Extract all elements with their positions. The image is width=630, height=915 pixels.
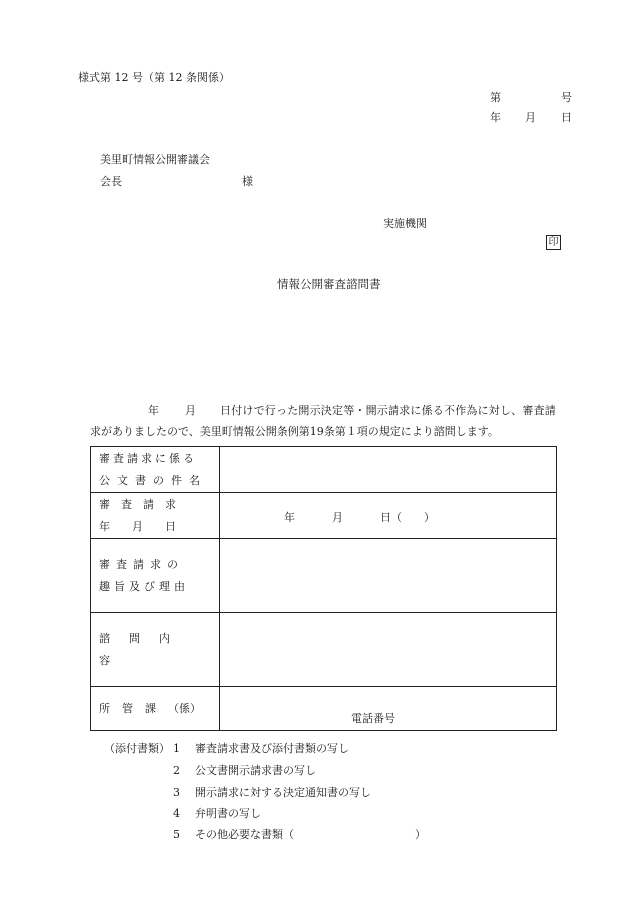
body-month: 月 — [185, 404, 196, 417]
body-line2: 求がありましたので、美里町情報公開条例第19条第１項の規定により諮問します。 — [90, 425, 499, 438]
label-line: 諮問内容 — [99, 631, 189, 667]
attachment-num: 4 — [173, 807, 180, 820]
value-department[interactable] — [220, 687, 557, 731]
department-name: 所管課 — [99, 701, 168, 715]
label-line: 趣旨及び理由 — [99, 579, 189, 593]
label-line: 審査請求の — [99, 557, 184, 571]
row-department — [91, 687, 557, 731]
request-date-day: 日（ ） — [380, 511, 435, 524]
department-suffix: （係） — [168, 701, 201, 715]
document-title: 情報公開審査諮問書 — [277, 277, 381, 291]
attachment-text: 弁明書の写し — [195, 807, 261, 820]
recipient-honorific: 様 — [242, 175, 253, 188]
attachment-num: 1 — [173, 742, 180, 755]
date-month: 月 — [525, 111, 536, 124]
value-purpose-reason[interactable] — [220, 539, 557, 613]
body-year: 年 — [148, 404, 159, 417]
doc-number-prefix: 第 — [490, 91, 501, 104]
seal-mark — [546, 235, 561, 250]
date-year: 年 — [490, 111, 501, 124]
value-document-subject[interactable] — [220, 447, 557, 493]
date-day: 日 — [561, 111, 572, 124]
attachment-num: 2 — [173, 764, 180, 777]
label-line: 審 査 請 求 — [99, 497, 176, 511]
request-date-year: 年 — [284, 511, 295, 524]
label-request-date — [91, 493, 220, 539]
attachment-text: その他必要な書類（ ） — [195, 828, 426, 841]
inquiry-table — [90, 446, 557, 731]
row-document-subject — [91, 447, 557, 493]
label-purpose-reason — [91, 539, 220, 613]
label-document-subject — [91, 447, 220, 493]
attachment-num: 3 — [173, 786, 180, 799]
request-date-month: 月 — [332, 511, 343, 524]
value-inquiry-content[interactable] — [220, 613, 557, 687]
attachment-text: 公文書開示請求書の写し — [195, 764, 316, 777]
phone-number-label: 電話番号 — [351, 712, 395, 725]
recipient-title: 会長 — [100, 175, 122, 188]
row-purpose-reason — [91, 539, 557, 613]
row-inquiry-content — [91, 613, 557, 687]
body-line1: 日付けで行った開示決定等・開示請求に係る不作為に対し、審査請 — [220, 404, 556, 417]
seal-icon: 印 — [546, 235, 561, 250]
label-department — [91, 687, 220, 731]
attachments-label: （添付書類） — [104, 742, 170, 755]
label-line: 公文書の件名 — [99, 473, 207, 487]
value-request-date[interactable] — [220, 493, 557, 539]
form-number: 様式第 12 号（第 12 条関係） — [78, 71, 230, 84]
attachment-text: 開示請求に対する決定通知書の写し — [195, 786, 371, 799]
attachment-text: 審査請求書及び添付書類の写し — [195, 742, 349, 755]
sender-label: 実施機関 — [383, 217, 427, 230]
row-request-date — [91, 493, 557, 539]
label-line: 審査請求に係る — [99, 451, 197, 465]
label-line: 年 月 日 — [99, 519, 176, 533]
recipient-org: 美里町情報公開審議会 — [100, 153, 210, 166]
doc-number-suffix: 号 — [561, 91, 572, 104]
label-inquiry-content — [91, 613, 220, 687]
attachment-num: 5 — [173, 828, 180, 841]
